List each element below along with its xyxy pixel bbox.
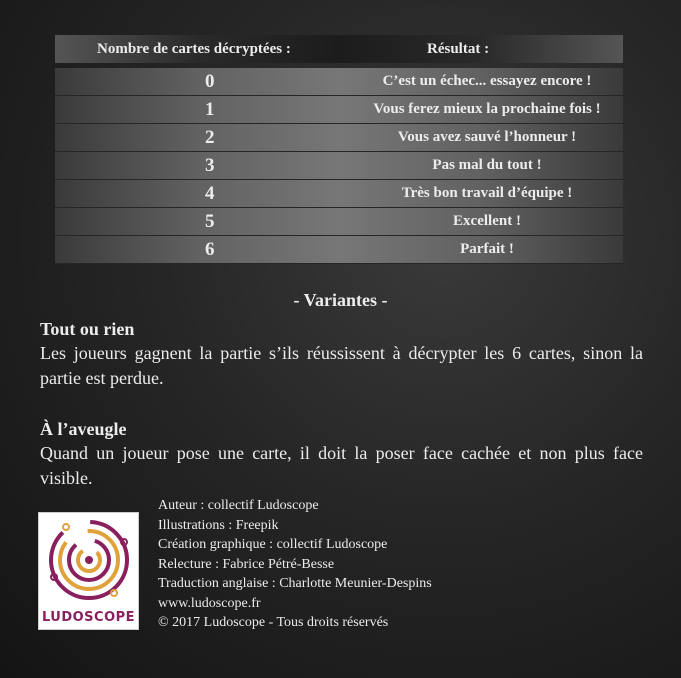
table-row: [55, 236, 623, 264]
variant-section: [40, 417, 643, 491]
row-count: 4: [205, 182, 215, 204]
row-result: Parfait !: [460, 241, 514, 257]
table-row: [55, 96, 623, 124]
credit-design: Création graphique : collectif Ludoscope: [158, 537, 388, 552]
variants-heading: - Variantes -: [293, 290, 388, 310]
credit-translation: Traduction anglaise : Charlotte Meunier-Despins: [158, 576, 432, 591]
website-link[interactable]: www.ludoscope.fr: [158, 595, 261, 611]
score-table-header: [55, 35, 623, 63]
variant-title: À l’aveugle: [40, 419, 127, 439]
copyright: © 2017 Ludoscope - Tous droits réservés: [158, 615, 389, 630]
score-table: [55, 35, 623, 264]
row-count: 2: [205, 126, 215, 148]
credit-illustrations: Illustrations : Freepik: [158, 517, 279, 533]
table-row: [55, 208, 623, 236]
table-row: [55, 180, 623, 208]
header-count: Nombre de cartes décryptées :: [97, 40, 291, 57]
logo-wordmark: LUDOSCOPE: [41, 610, 136, 625]
credit-author: Auteur : collectif Ludoscope: [158, 498, 319, 513]
row-result: C’est un échec... essayez encore !: [382, 73, 592, 89]
row-result: Vous ferez mieux la prochaine fois !: [373, 101, 601, 117]
variant-title: Tout ou rien: [40, 319, 135, 339]
row-count: 3: [205, 154, 215, 176]
row-result: Pas mal du tout !: [432, 157, 542, 173]
row-count: 1: [205, 98, 215, 120]
credits: [158, 496, 432, 633]
table-row: [55, 124, 623, 152]
variant-text: Quand un joueur pose une carte, il doit la poser face cachée et non plus face visible.: [40, 443, 643, 488]
header-result: Résultat :: [427, 40, 490, 57]
circuit-spiral-icon: [46, 517, 132, 603]
row-result: Très bon travail d’équipe !: [401, 185, 573, 201]
variant-text: Les joueurs gagnent la partie s’ils réussissent à décrypter les 6 cartes, sinon la partie est perdue.: [40, 343, 643, 388]
ludoscope-logo: [38, 512, 139, 630]
credit-proofreading: Relecture : Fabrice Pétré-Besse: [158, 556, 335, 572]
row-count: 5: [205, 210, 215, 232]
variant-section: [40, 317, 643, 391]
score-table-body: [55, 68, 623, 264]
table-row: [55, 152, 623, 180]
row-count: 6: [205, 238, 215, 260]
table-row: [55, 68, 623, 96]
row-count: 0: [205, 70, 215, 92]
row-result: Excellent !: [453, 213, 521, 229]
row-result: Vous avez sauvé l’honneur !: [397, 129, 577, 145]
